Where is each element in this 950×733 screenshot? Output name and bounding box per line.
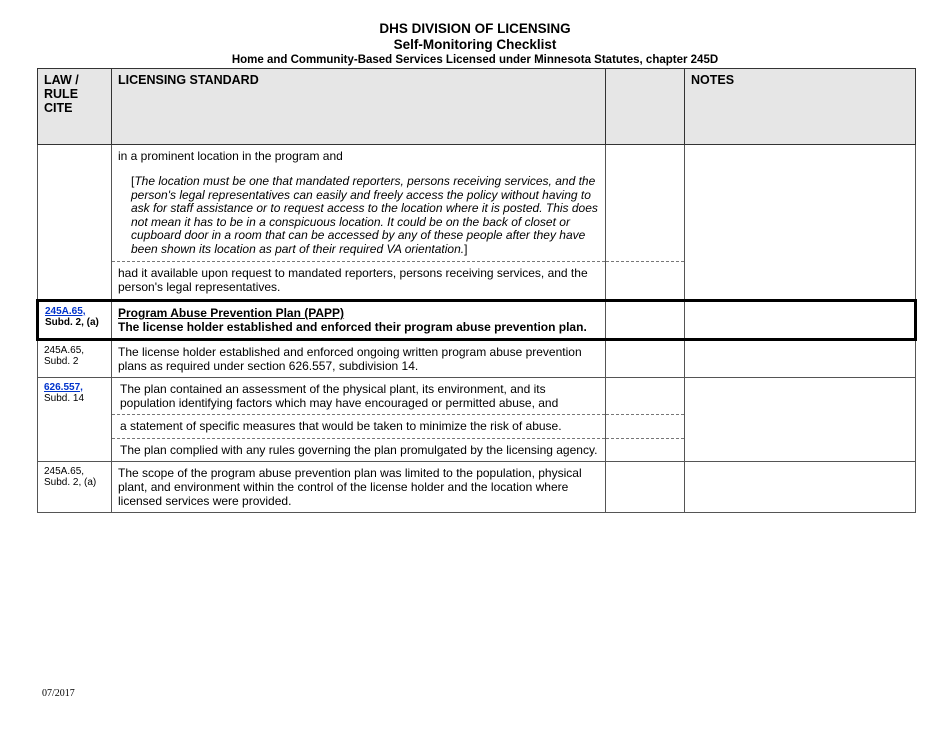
col-header-cite: LAW / RULE CITE: [38, 69, 112, 145]
standard-cell: The plan contained an assessment of the physical plant, its environment, and its population identifying factors which may have encouraged or permitted abuse, and: [112, 378, 606, 415]
notes-cell[interactable]: [685, 301, 916, 340]
checklist-table: [36, 68, 917, 513]
standard-cell: The license holder established and enforced ongoing written program abuse prevention plans as required under section 626.557, subdivision 14.: [112, 340, 606, 378]
notes-cell[interactable]: [685, 340, 916, 378]
standard-cell: a statement of specific measures that would be taken to minimize the risk of abuse.: [112, 415, 606, 439]
notes-cell[interactable]: [685, 462, 916, 513]
table-header-row: [38, 69, 916, 145]
check-cell[interactable]: [606, 439, 685, 462]
standard-cell: had it available upon request to mandated reporters, persons receiving services, and the person's legal representatives.: [112, 262, 606, 301]
standard-cell: [112, 301, 606, 340]
check-cell[interactable]: [606, 301, 685, 340]
check-cell[interactable]: [606, 378, 685, 415]
guidance-note: [The location must be one that mandated reporters, persons receiving services, and the person's legal representatives can easily and freely access the policy without having to ask for staff assistance or to request access to the location where it is posted. This does not mean it has to be in a conspicuous location. It could be on the back of closet or cupboard door in a room that can be accessed by any of these people after they have been shown its location as part of their required VA orientation.]: [131, 174, 598, 256]
standard-cell: The scope of the program abuse prevention plan was limited to the population, physical plant, and environment within the control of the license holder and the location where licensed services were provided.: [112, 462, 606, 513]
notes-cell[interactable]: [685, 145, 916, 301]
check-cell[interactable]: [606, 415, 685, 439]
standard-cell: [112, 145, 606, 262]
cite-cell: 245A.65, Subd. 2, (a): [38, 462, 112, 513]
col-header-check: [606, 69, 685, 145]
table-row: [38, 462, 916, 513]
cite-cell: [38, 378, 112, 462]
col-header-standard: LICENSING STANDARD: [112, 69, 606, 145]
cite-cell: 245A.65, Subd. 2: [38, 340, 112, 378]
col-header-notes: NOTES: [685, 69, 916, 145]
cite-cell: [38, 301, 112, 340]
table-row: [38, 340, 916, 378]
check-cell[interactable]: [606, 145, 685, 262]
cite-cell: [38, 145, 112, 301]
cite-link[interactable]: 245A.65,: [45, 306, 86, 317]
table-row-section-heading: [38, 301, 916, 340]
check-cell[interactable]: [606, 340, 685, 378]
notes-cell[interactable]: [685, 378, 916, 462]
check-cell[interactable]: [606, 262, 685, 301]
document-subtitle: Self-Monitoring Checklist: [393, 37, 557, 52]
cite-subdivision: Subd. 2, (a): [45, 317, 99, 328]
cite-subdivision: Subd. 14: [44, 393, 85, 404]
check-cell[interactable]: [606, 462, 685, 513]
table-row: [38, 145, 916, 262]
revision-date: 07/2017: [42, 688, 75, 699]
table-row: [38, 378, 916, 415]
standard-text: in a prominent location in the program and: [118, 149, 343, 163]
document-scope: Home and Community-Based Services Licensed under Minnesota Statutes, chapter 245D: [231, 54, 719, 66]
cite-link[interactable]: 626.557,: [44, 382, 83, 393]
document-title: DHS DIVISION OF LICENSING: [379, 21, 571, 36]
section-title: Program Abuse Prevention Plan (PAPP): [118, 306, 345, 320]
standard-cell: The plan complied with any rules governing the plan promulgated by the licensing agency.: [112, 439, 606, 462]
standard-text: The license holder established and enforced their program abuse prevention plan.: [118, 320, 587, 334]
